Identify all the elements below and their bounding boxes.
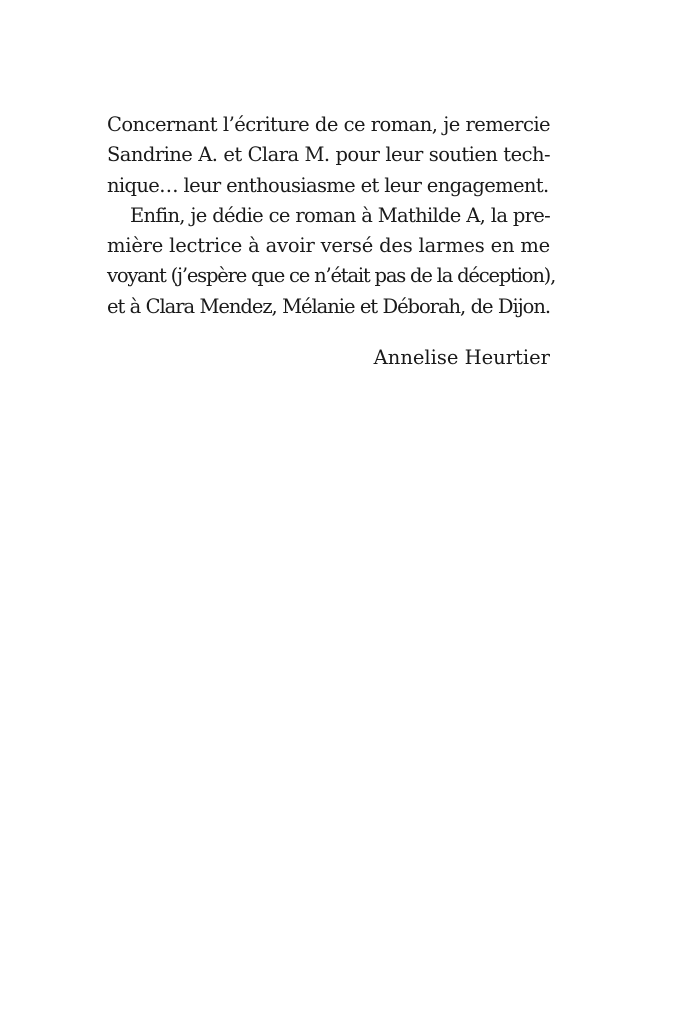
paragraph-thanks bbox=[107, 110, 550, 201]
text-line: Enfin, je dédie ce roman à Mathilde A, la pre- bbox=[130, 203, 550, 227]
text-line: Sandrine A. et Clara M. pour leur soutien tech- bbox=[107, 143, 550, 167]
author-signature: Annelise Heurtier bbox=[373, 346, 550, 369]
paragraph-dedication bbox=[107, 201, 556, 322]
text-line: mière lectrice à avoir versé des larmes en me bbox=[107, 234, 550, 258]
text-line: voyant (j’espère que ce n’était pas de la déception), bbox=[107, 264, 556, 288]
text-line: Concernant l’écriture de ce roman, je remercie bbox=[107, 113, 550, 136]
text-line: et à Clara Mendez, Mélanie et Déborah, de Dijon. bbox=[107, 294, 550, 318]
text-line: nique… leur enthousiasme et leur engagement. bbox=[107, 173, 549, 197]
acknowledgements-text bbox=[107, 110, 556, 322]
